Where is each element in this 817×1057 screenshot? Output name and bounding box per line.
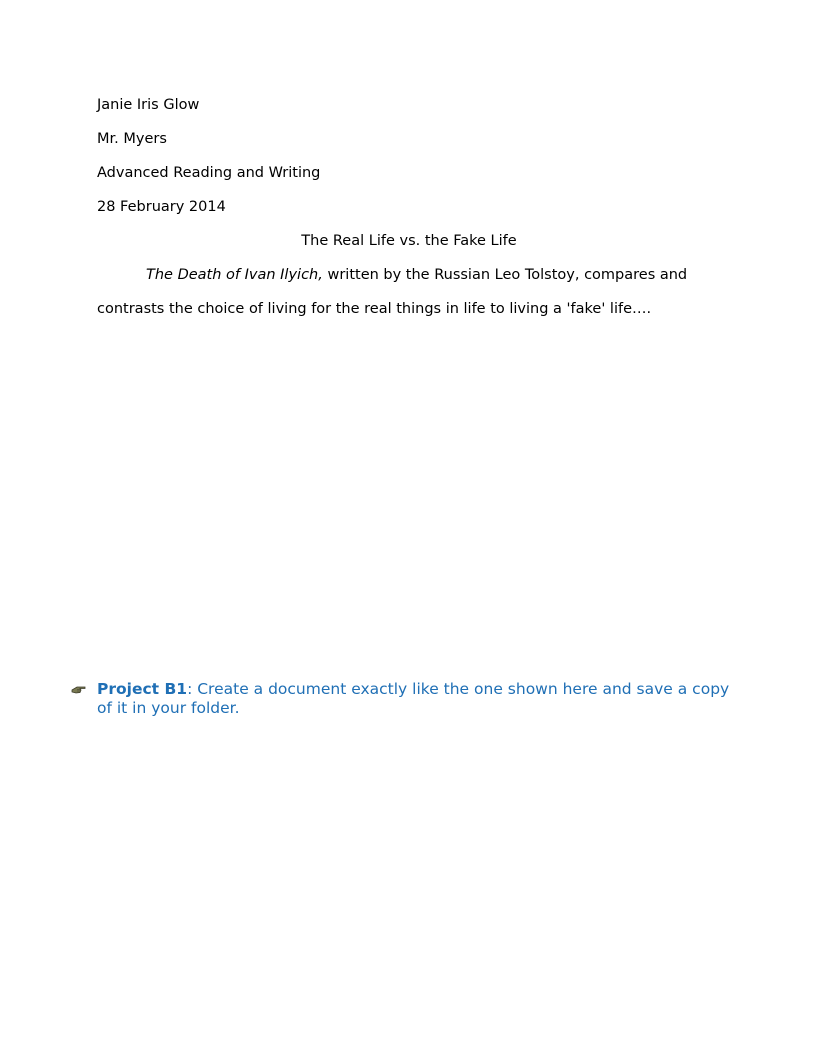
project-instruction xyxy=(97,680,737,718)
teacher-name: Mr. Myers xyxy=(97,131,167,147)
course-name: Advanced Reading and Writing xyxy=(97,165,321,181)
book-title: The Death of Ivan Ilyich, xyxy=(146,267,323,283)
document-date: 28 February 2014 xyxy=(97,199,226,215)
pointing-hand-icon xyxy=(71,684,87,696)
project-separator: : xyxy=(187,680,198,698)
student-name: Janie Iris Glow xyxy=(97,97,200,113)
project-label: Project B1 xyxy=(97,680,188,698)
paragraph-line-1 xyxy=(146,266,687,284)
paragraph-line-1-text: written by the Russian Leo Tolstoy, compares and xyxy=(322,267,688,283)
project-text: Create a document exactly like the one shown here and save a copy of it in your folder. xyxy=(97,680,730,717)
paragraph-line-2: contrasts the choice of living for the real things in life to living a 'fake' life…. xyxy=(97,301,652,317)
essay-title: The Real Life vs. the Fake Life xyxy=(301,233,517,249)
